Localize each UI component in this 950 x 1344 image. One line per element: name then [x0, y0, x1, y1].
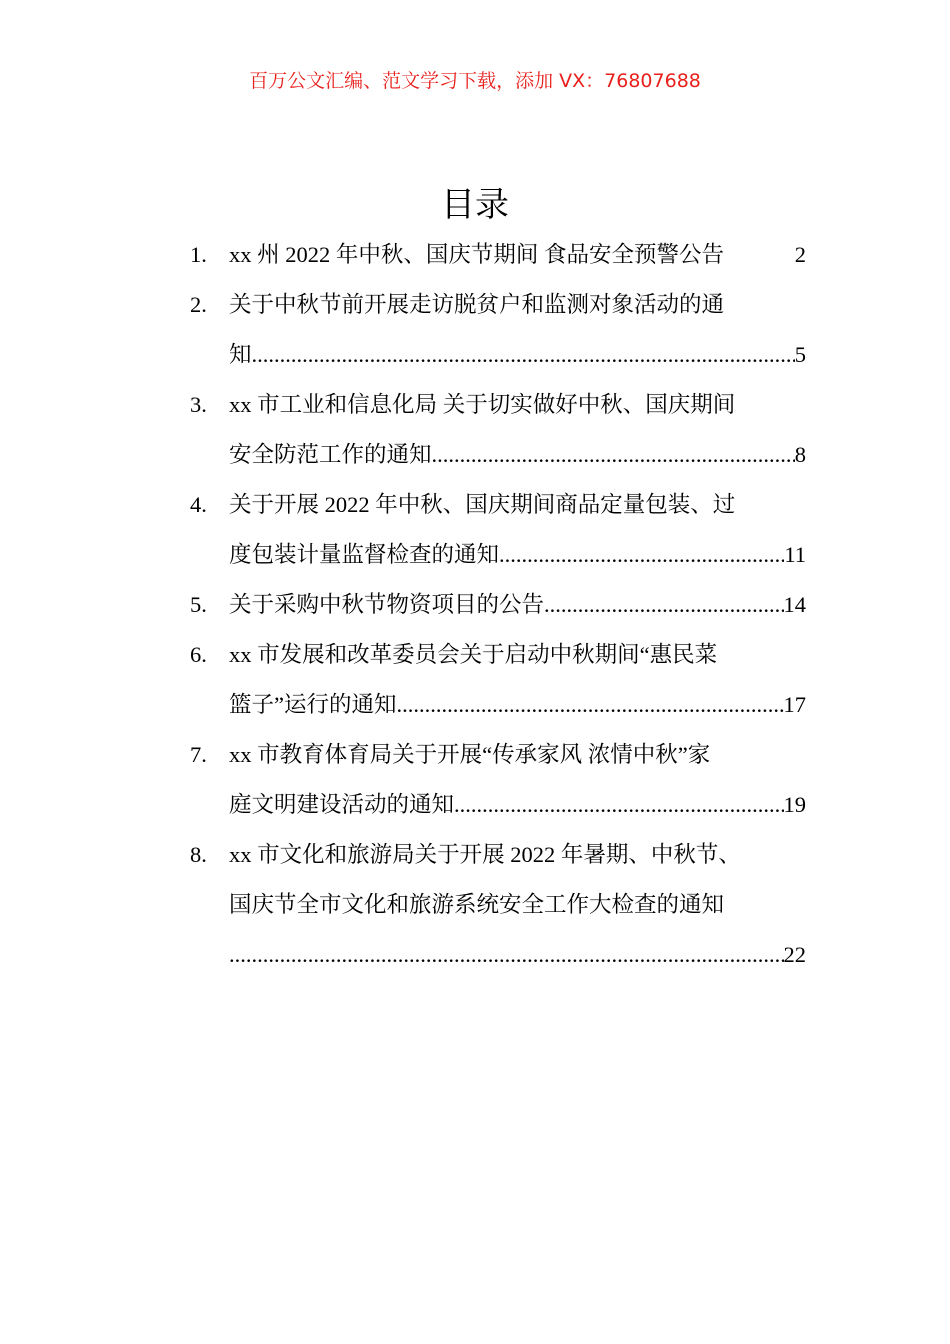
entry-line [229, 480, 806, 530]
entry-number: 3. [190, 392, 207, 417]
entry-line [229, 580, 806, 630]
dot-leader [499, 530, 784, 580]
entry-line [229, 530, 806, 580]
entry-line [229, 330, 806, 380]
entry-title-text: 关于中秋节前开展走访脱贫户和监测对象活动的通 [229, 292, 725, 317]
entry-line [229, 630, 806, 680]
toc-title: 目录 [441, 185, 509, 225]
entry-line [229, 930, 806, 980]
entry-page-number: 5 [794, 342, 806, 367]
dot-leader [432, 430, 795, 480]
toc-entry-5[interactable] [190, 580, 806, 630]
toc-entry-2[interactable] [190, 280, 806, 380]
entry-title-text: xx 市发展和改革委员会关于启动中秋期间“惠民菜 [229, 642, 718, 667]
entry-title-text: 国庆节全市文化和旅游系统安全工作大检查的通知 [229, 892, 725, 917]
entry-number: 6. [190, 642, 207, 667]
entry-line [229, 680, 806, 730]
entry-line [229, 830, 806, 880]
toc-entry-4[interactable] [190, 480, 806, 580]
entry-page-number: 2 [794, 242, 806, 267]
toc-entry-8[interactable] [190, 830, 806, 980]
toc-entry-6[interactable] [190, 630, 806, 730]
entry-number: 4. [190, 492, 207, 517]
entry-number: 8. [190, 842, 207, 867]
toc-list [190, 230, 806, 980]
promo-banner: 百万公文汇编、范文学习下载，添加 VX：76807688 [249, 70, 701, 92]
entry-line [229, 730, 806, 780]
entry-line [229, 230, 806, 280]
entry-page-number: 22 [783, 942, 806, 967]
dot-leader [454, 780, 783, 830]
entry-title-text: 知 [229, 342, 252, 367]
entry-line [229, 380, 806, 430]
entry-line [229, 430, 806, 480]
entry-title-text: 篮子”运行的通知 [229, 692, 397, 717]
dot-leader [252, 330, 795, 380]
entry-number: 5. [190, 592, 207, 617]
toc-entry-7[interactable] [190, 730, 806, 830]
entry-title-text: xx 市教育体育局关于开展“传承家风 浓情中秋”家 [229, 742, 711, 767]
entry-page-number: 11 [784, 542, 806, 567]
entry-page-number: 14 [783, 592, 806, 617]
entry-page-number: 17 [783, 692, 806, 717]
entry-line [229, 880, 806, 930]
entry-title-text: xx 市文化和旅游局关于开展 2022 年暑期、中秋节、 [229, 842, 741, 867]
entry-title-text: 关于采购中秋节物资项目的公告 [229, 592, 545, 617]
entry-number: 2. [190, 292, 207, 317]
entry-title-text: 度包装计量监督检查的通知 [229, 542, 500, 567]
entry-page-number: 8 [794, 442, 806, 467]
entry-title-text: xx 市工业和信息化局 关于切实做好中秋、国庆期间 [229, 392, 736, 417]
entry-line [229, 780, 806, 830]
toc-entry-1[interactable] [190, 230, 806, 280]
toc-entry-3[interactable] [190, 380, 806, 480]
dot-leader [397, 680, 784, 730]
dot-leader [229, 930, 784, 980]
entry-number: 1. [190, 242, 207, 267]
entry-title-text: 安全防范工作的通知 [229, 442, 432, 467]
entry-page-number: 19 [783, 792, 806, 817]
entry-line [229, 280, 806, 330]
dot-leader [544, 580, 783, 630]
entry-title-text: 关于开展 2022 年中秋、国庆期间商品定量包装、过 [229, 492, 736, 517]
entry-title-text: xx 州 2022 年中秋、国庆节期间 食品安全预警公告 [229, 242, 725, 267]
entry-number: 7. [190, 742, 207, 767]
entry-title-text: 庭文明建设活动的通知 [229, 792, 455, 817]
